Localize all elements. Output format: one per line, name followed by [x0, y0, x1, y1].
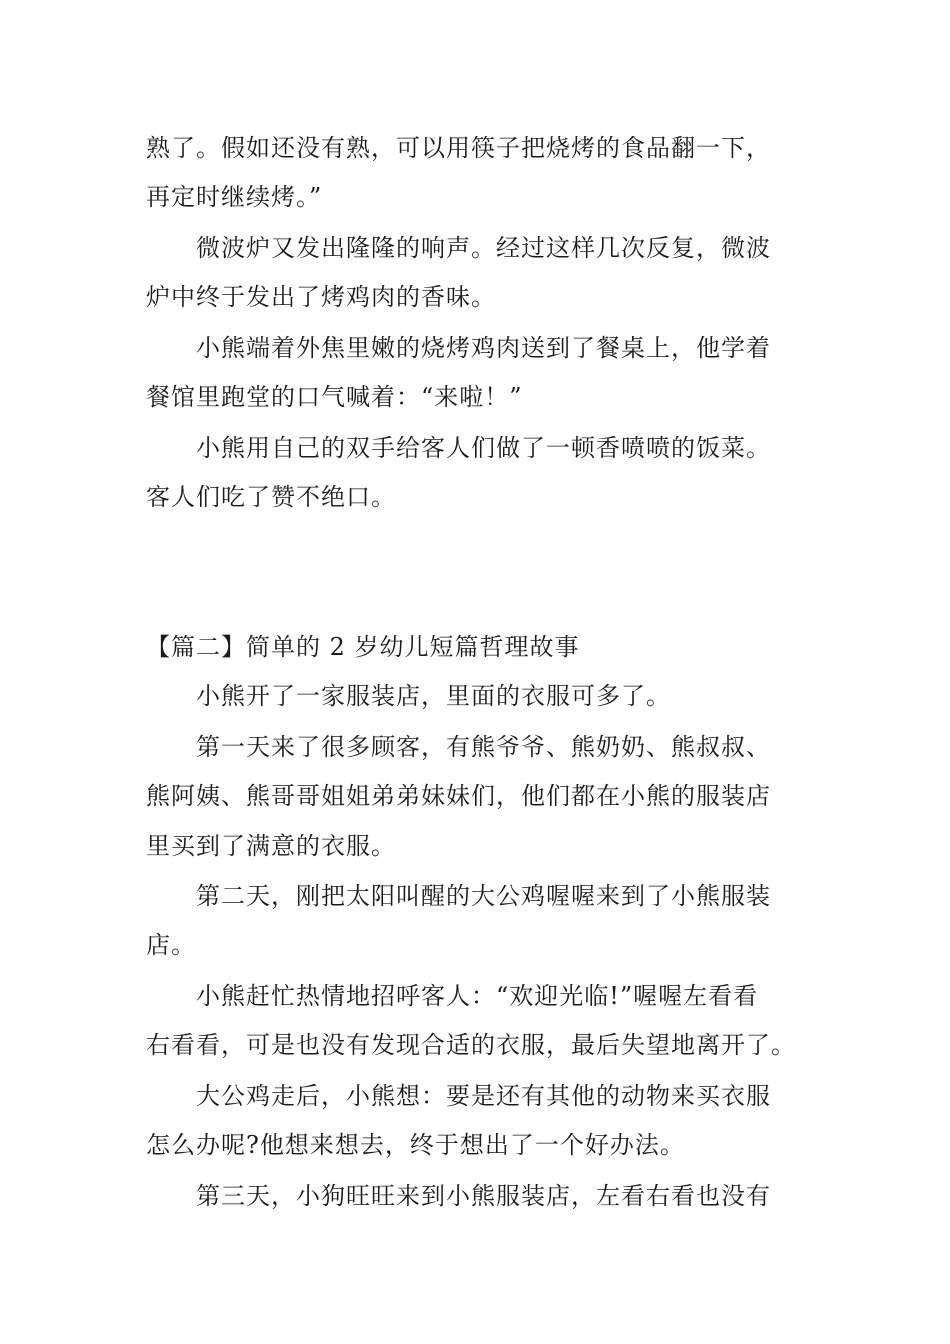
paragraph-line: 再定时继续烤。” — [146, 183, 323, 211]
paragraph-line: 熟了。假如还没有熟，可以用筷子把烧烤的食品翻一下， — [146, 134, 771, 162]
paragraph-line: 餐馆里跑堂的口气喊着：“来啦！” — [146, 383, 523, 411]
paragraph-line: 里买到了满意的衣服。 — [146, 832, 396, 860]
paragraph-line: 微波炉又发出隆隆的响声。经过这样几次反复，微波 — [196, 234, 771, 262]
paragraph-line: 炉中终于发出了烤鸡肉的香味。 — [146, 283, 496, 311]
paragraph-line: 怎么办呢?他想来想去，终于想出了一个好办法。 — [146, 1131, 685, 1159]
paragraph-line: 客人们吃了赞不绝口。 — [146, 483, 396, 511]
paragraph-line: 小熊用自己的双手给客人们做了一顿香喷喷的饭菜。 — [196, 434, 771, 462]
paragraph-line: 第二天，刚把太阳叫醒的大公鸡喔喔来到了小熊服装 — [196, 882, 771, 910]
paragraph-line: 店。 — [146, 931, 196, 959]
paragraph-line: 小熊开了一家服装店，里面的衣服可多了。 — [196, 682, 671, 710]
section-heading: 【篇二】简单的 2 岁幼儿短篇哲理故事 — [146, 633, 580, 661]
paragraph-line: 熊阿姨、熊哥哥姐姐弟弟妹妹们，他们都在小熊的服装店 — [146, 782, 771, 810]
paragraph-line: 右看看，可是也没有发现合适的衣服，最后失望地离开了。 — [146, 1031, 796, 1059]
paragraph-line: 第一天来了很多顾客，有熊爷爷、熊奶奶、熊叔叔、 — [196, 733, 771, 761]
paragraph-line: 小熊端着外焦里嫩的烧烤鸡肉送到了餐桌上，他学着 — [196, 334, 771, 362]
paragraph-line: 小熊赶忙热情地招呼客人：“欢迎光临!”喔喔左看看 — [196, 982, 759, 1010]
paragraph-line: 第三天，小狗旺旺来到小熊服装店，左看右看也没有 — [196, 1182, 771, 1210]
paragraph-line: 大公鸡走后，小熊想：要是还有其他的动物来买衣服 — [196, 1082, 771, 1110]
